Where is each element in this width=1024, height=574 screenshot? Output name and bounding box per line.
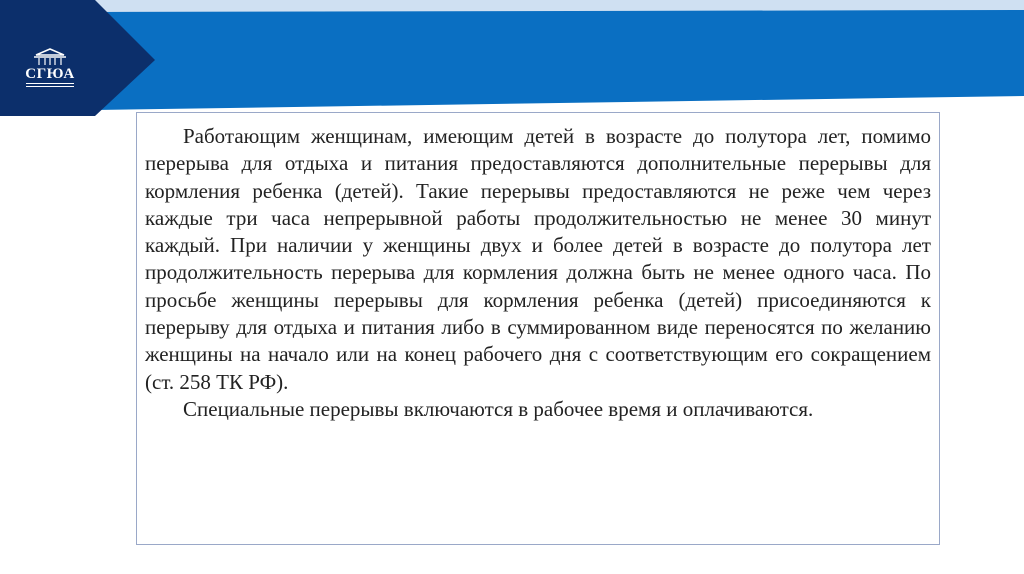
text-frame [136,112,940,545]
paragraph-secondary: Специальные перерывы включаются в рабочее время и оплачиваются. [183,396,814,421]
logo-base-lines [24,82,76,88]
building-emblem-icon [30,48,70,66]
logo [18,48,82,98]
paragraph-main: Работающим женщинам, имеющим детей в возрасте до полутора лет, помимо перерыва для отдыха и питания предоставляются дополнительные перерывы для кормления ребенка (детей). Такие перерывы предоставляются не реже чем через каждые три часа непрерывной работы продолжительностью не менее 30 минут каждый. При наличии у женщины двух и более детей в возрасте до полутора лет продолжительность перерыва для кормления должна быть не менее одного часа. По просьбе женщины перерывы для кормления ребенка (детей) присоединяются к перерыву для отдыха и питания либо в суммированном виде переносятся по желанию женщины на начало или на конец рабочего дня с соответствующим его сокращением (ст. 258 ТК РФ). [145,124,931,394]
header-band [0,0,1024,120]
logo-text: СГЮА [25,66,75,82]
